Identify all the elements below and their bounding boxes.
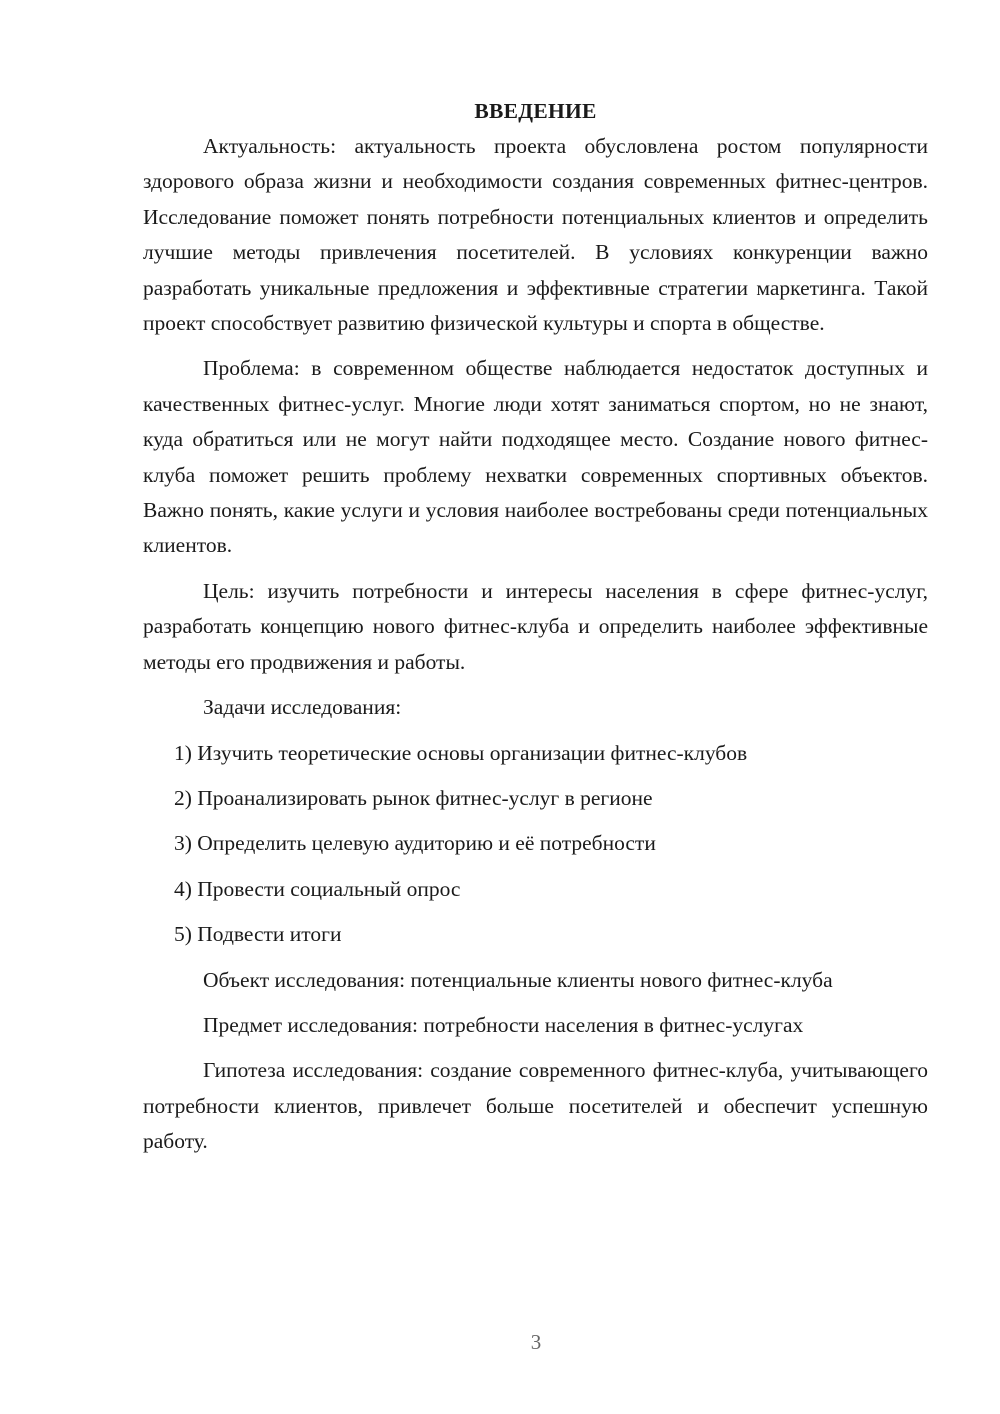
- goal-paragraph: Цель: изучить потребности и интересы населения в сфере фитнес-услуг, разработать концепцию нового фитнес-клуба и определить наиболее эффективные методы его продвижения и работы.: [143, 578, 928, 674]
- page-content: [143, 94, 928, 1160]
- list-item: 5) Подвести итоги: [174, 922, 342, 947]
- relevance-paragraph: Актуальность: актуальность проекта обусловлена ростом популярности здорового образа жизни и необходимости создания современных фитнес-центров. Исследование поможет понять потребности потенциальных клиентов и определить лучшие методы привлечения посетителей. В условиях конкуренции важно разработать уникальные предложения и эффективные стратегии маркетинга. Такой проект способствует развитию физической культуры и спорта в обществе.: [143, 134, 928, 336]
- tasks-heading: Задачи исследования:: [203, 695, 402, 720]
- page-number: 3: [530, 1330, 542, 1354]
- hypothesis-paragraph: Гипотеза исследования: создание современного фитнес-клуба, учитывающего потребности клиентов, привлечет больше посетителей и обеспечит успешную работу.: [143, 1058, 928, 1154]
- subject-paragraph: Предмет исследования: потребности населения в фитнес-услугах: [203, 1012, 804, 1037]
- list-item: 3) Определить целевую аудиторию и её потребности: [174, 831, 656, 856]
- tasks-list: [143, 736, 928, 953]
- list-item: 1) Изучить теоретические основы организации фитнес-клубов: [174, 740, 748, 765]
- list-item: 2) Проанализировать рынок фитнес-услуг в регионе: [174, 785, 653, 810]
- page-title: ВВЕДЕНИЕ: [474, 99, 597, 123]
- problem-paragraph: Проблема: в современном обществе наблюдается недостаток доступных и качественных фитнес-услуг. Многие люди хотят заниматься спортом, но не знают, куда обратиться или не могут найти подходящее место. Создание нового фитнес-клуба поможет решить проблему нехватки современных спортивных объектов. Важно понять, какие услуги и условия наиболее востребованы среди потенциальных клиентов.: [143, 356, 928, 558]
- object-paragraph: Объект исследования: потенциальные клиенты нового фитнес-клуба: [203, 967, 833, 992]
- list-item: 4) Провести социальный опрос: [174, 876, 461, 901]
